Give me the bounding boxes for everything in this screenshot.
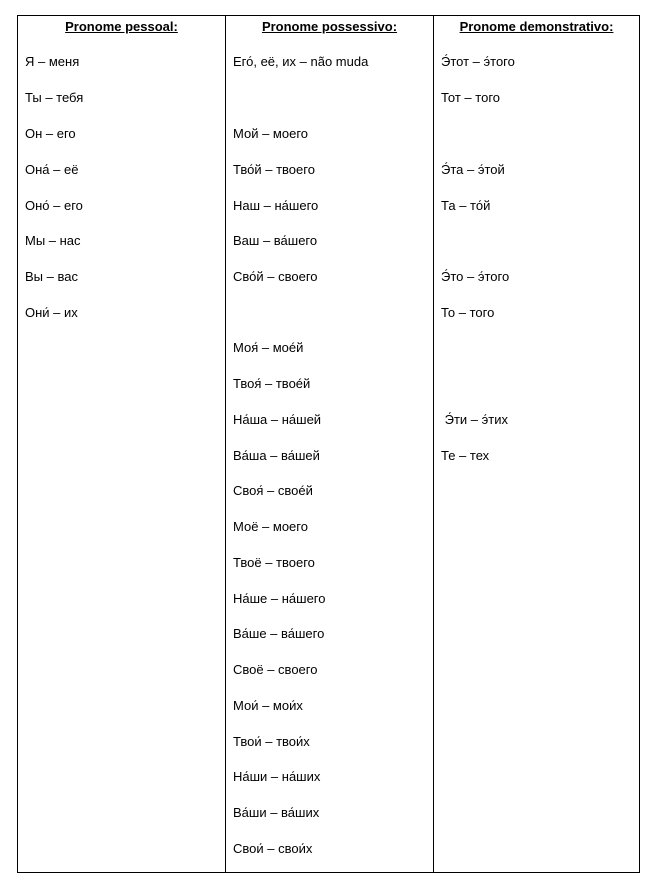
cell-possessivo: Его́, её, их – não muda: [233, 54, 369, 69]
column-pessoal: [18, 16, 225, 872]
cell-demonstrativo: Та – то́й: [441, 198, 491, 213]
cell-demonstrativo: Тот – того: [441, 90, 501, 105]
cell-pessoal: Оно́ – его: [25, 198, 83, 213]
cell-possessivo: На́ше – на́шего: [233, 591, 326, 606]
cell-demonstrativo: То – того: [441, 305, 495, 320]
cell-demonstrativo: Э́ти – э́тих: [441, 412, 508, 427]
cell-possessivo: Своё – своего: [233, 662, 318, 677]
cell-possessivo: Мой – моего: [233, 126, 309, 141]
cell-demonstrativo: Э́тот – э́того: [441, 54, 515, 69]
header-pessoal: Pronome pessoal:: [65, 19, 178, 34]
cell-pessoal: Ты – тебя: [25, 90, 84, 105]
header-demonstrativo: Pronome demonstrativo:: [459, 19, 614, 34]
header-possessivo: Pronome possessivo:: [261, 19, 398, 34]
cell-possessivo: Твои́ – твои́х: [233, 734, 310, 749]
cell-pessoal: Они́ – их: [25, 305, 78, 320]
cell-pessoal: Она́ – её: [25, 162, 79, 177]
cell-possessivo: Свои́ – свои́х: [233, 841, 313, 856]
cell-possessivo: Ва́ши – ва́ших: [233, 805, 320, 820]
cell-demonstrativo: Те – тех: [441, 448, 490, 463]
cell-pessoal: Вы – вас: [25, 269, 78, 284]
cell-possessivo: Твоя́ – твоéй: [233, 376, 311, 391]
cell-possessivo: Твоё – твоего: [233, 555, 315, 570]
pronoun-table: [17, 15, 640, 873]
cell-possessivo: Ваш – ва́шего: [233, 233, 318, 248]
cell-possessivo: Наш – на́шего: [233, 198, 319, 213]
cell-possessivo: Моя́ – моéй: [233, 340, 304, 355]
cell-possessivo: Своя́ – своéй: [233, 483, 313, 498]
cell-possessivo: Мои́ – мои́х: [233, 698, 303, 713]
cell-pessoal: Он – его: [25, 126, 76, 141]
column-demonstrativo: [433, 16, 639, 872]
cell-demonstrativo: Э́то – э́того: [441, 269, 510, 284]
cell-possessivo: Тво́й – твоего: [233, 162, 315, 177]
cell-pessoal: Я – меня: [25, 54, 80, 69]
cell-possessivo: На́ша – на́шей: [233, 412, 322, 427]
cell-demonstrativo: Э́та – э́той: [441, 162, 505, 177]
cell-possessivo: Моё – моего: [233, 519, 308, 534]
cell-pessoal: Мы – нас: [25, 233, 81, 248]
cell-possessivo: Ва́ше – ва́шего: [233, 626, 325, 641]
cell-possessivo: На́ши – на́ших: [233, 769, 321, 784]
column-possessivo: [225, 16, 433, 872]
cell-possessivo: Ва́ша – ва́шей: [233, 448, 320, 463]
cell-possessivo: Сво́й – своего: [233, 269, 318, 284]
